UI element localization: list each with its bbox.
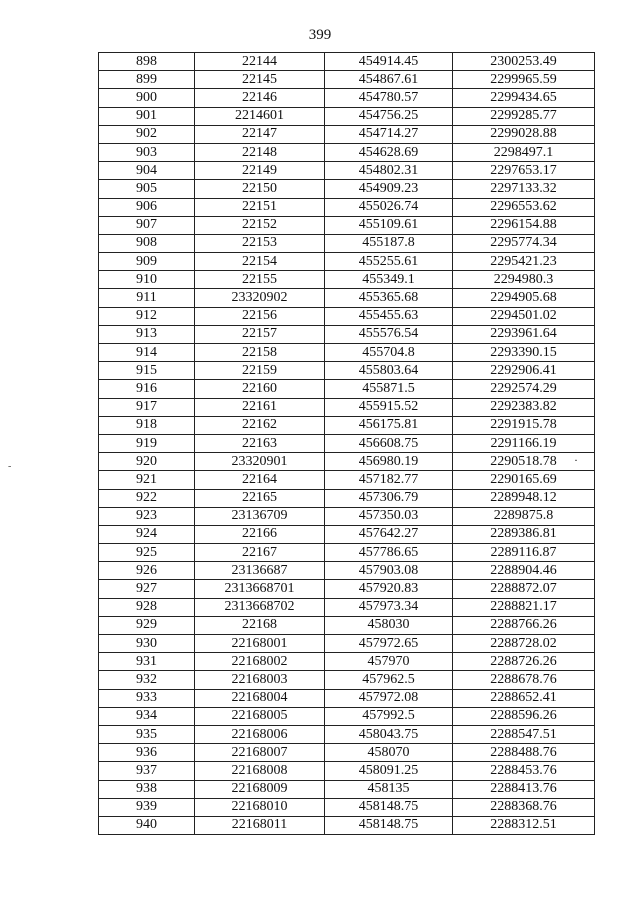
table-row — [99, 489, 595, 507]
point-number-cell: 901 — [99, 107, 195, 125]
x-coordinate-cell: 458135 — [325, 780, 453, 798]
point-code-cell: 22151 — [195, 198, 325, 216]
x-coordinate-cell: 455871.5 — [325, 380, 453, 398]
x-coordinate-cell: 455187.8 — [325, 234, 453, 252]
point-number-cell: 899 — [99, 71, 195, 89]
point-number-cell: 923 — [99, 507, 195, 525]
y-coordinate-cell: 2291915.78 — [453, 416, 595, 434]
y-coordinate-cell: 2288872.07 — [453, 580, 595, 598]
point-code-cell: 22162 — [195, 416, 325, 434]
x-coordinate-cell: 457972.08 — [325, 689, 453, 707]
coordinates-table — [98, 52, 595, 835]
point-code-cell: 22154 — [195, 253, 325, 271]
y-coordinate-cell: 2295421.23 — [453, 253, 595, 271]
table-row — [99, 107, 595, 125]
table-row — [99, 325, 595, 343]
x-coordinate-cell: 457903.08 — [325, 562, 453, 580]
point-code-cell: 22146 — [195, 89, 325, 107]
point-code-cell: 22158 — [195, 344, 325, 362]
x-coordinate-cell: 455109.61 — [325, 216, 453, 234]
y-coordinate-cell: 2289948.12 — [453, 489, 595, 507]
y-coordinate-cell: 2297653.17 — [453, 162, 595, 180]
table-row — [99, 562, 595, 580]
x-coordinate-cell: 458091.25 — [325, 762, 453, 780]
point-code-cell: 22168001 — [195, 635, 325, 653]
point-number-cell: 930 — [99, 635, 195, 653]
point-number-cell: 928 — [99, 598, 195, 616]
y-coordinate-cell: 2288678.76 — [453, 671, 595, 689]
table-row — [99, 816, 595, 834]
point-number-cell: 915 — [99, 362, 195, 380]
point-code-cell: 22161 — [195, 398, 325, 416]
x-coordinate-cell: 455576.54 — [325, 325, 453, 343]
point-number-cell: 924 — [99, 525, 195, 543]
point-number-cell: 926 — [99, 562, 195, 580]
y-coordinate-cell: 2288726.26 — [453, 653, 595, 671]
point-code-cell: 22168002 — [195, 653, 325, 671]
point-number-cell: 925 — [99, 544, 195, 562]
x-coordinate-cell: 455915.52 — [325, 398, 453, 416]
y-coordinate-cell: 2288652.41 — [453, 689, 595, 707]
point-code-cell: 22168010 — [195, 798, 325, 816]
y-coordinate-cell: 2290518.78 — [453, 453, 595, 471]
y-coordinate-cell: 2288453.76 — [453, 762, 595, 780]
edge-dash-mark: - — [8, 461, 12, 472]
point-number-cell: 917 — [99, 398, 195, 416]
x-coordinate-cell: 457642.27 — [325, 525, 453, 543]
point-number-cell: 906 — [99, 198, 195, 216]
x-coordinate-cell: 457920.83 — [325, 580, 453, 598]
table-row — [99, 471, 595, 489]
point-code-cell: 22157 — [195, 325, 325, 343]
y-coordinate-cell: 2296553.62 — [453, 198, 595, 216]
table-row — [99, 234, 595, 252]
x-coordinate-cell: 455704.8 — [325, 344, 453, 362]
point-code-cell: 2313668701 — [195, 580, 325, 598]
y-coordinate-cell: 2288596.26 — [453, 707, 595, 725]
x-coordinate-cell: 457182.77 — [325, 471, 453, 489]
point-code-cell: 22166 — [195, 525, 325, 543]
point-code-cell: 23136687 — [195, 562, 325, 580]
y-coordinate-cell: 2296154.88 — [453, 216, 595, 234]
point-code-cell: 22160 — [195, 380, 325, 398]
y-coordinate-cell: 2292906.41 — [453, 362, 595, 380]
point-code-cell: 22168008 — [195, 762, 325, 780]
point-number-cell: 908 — [99, 234, 195, 252]
table-row — [99, 635, 595, 653]
point-code-cell: 23136709 — [195, 507, 325, 525]
table-row — [99, 362, 595, 380]
table-row — [99, 89, 595, 107]
x-coordinate-cell: 457306.79 — [325, 489, 453, 507]
table-row — [99, 525, 595, 543]
y-coordinate-cell: 2293961.64 — [453, 325, 595, 343]
point-number-cell: 933 — [99, 689, 195, 707]
point-number-cell: 905 — [99, 180, 195, 198]
page-number: 399 — [308, 27, 332, 43]
point-code-cell: 22156 — [195, 307, 325, 325]
x-coordinate-cell: 454867.61 — [325, 71, 453, 89]
y-coordinate-cell: 2293390.15 — [453, 344, 595, 362]
table-row — [99, 125, 595, 143]
point-number-cell: 914 — [99, 344, 195, 362]
point-code-cell: 22168003 — [195, 671, 325, 689]
table-row — [99, 762, 595, 780]
x-coordinate-cell: 455349.1 — [325, 271, 453, 289]
y-coordinate-cell: 2299434.65 — [453, 89, 595, 107]
point-code-cell: 2214601 — [195, 107, 325, 125]
y-coordinate-cell: 2299285.77 — [453, 107, 595, 125]
point-code-cell: 22168009 — [195, 780, 325, 798]
y-coordinate-cell: 2288728.02 — [453, 635, 595, 653]
x-coordinate-cell: 456175.81 — [325, 416, 453, 434]
point-code-cell: 22168007 — [195, 744, 325, 762]
y-coordinate-cell: 2289116.87 — [453, 544, 595, 562]
point-number-cell: 916 — [99, 380, 195, 398]
point-number-cell: 940 — [99, 816, 195, 834]
point-number-cell: 907 — [99, 216, 195, 234]
x-coordinate-cell: 454780.57 — [325, 89, 453, 107]
y-coordinate-cell: 2288821.17 — [453, 598, 595, 616]
point-code-cell: 22168005 — [195, 707, 325, 725]
point-number-cell: 919 — [99, 434, 195, 452]
table-row — [99, 143, 595, 161]
table-row — [99, 616, 595, 634]
table-row — [99, 180, 595, 198]
y-coordinate-cell: 2294501.02 — [453, 307, 595, 325]
table-row — [99, 725, 595, 743]
table-row — [99, 598, 595, 616]
x-coordinate-cell: 454802.31 — [325, 162, 453, 180]
x-coordinate-cell: 456980.19 — [325, 453, 453, 471]
x-coordinate-cell: 457973.34 — [325, 598, 453, 616]
point-number-cell: 921 — [99, 471, 195, 489]
x-coordinate-cell: 458043.75 — [325, 725, 453, 743]
point-code-cell: 2313668702 — [195, 598, 325, 616]
point-number-cell: 939 — [99, 798, 195, 816]
table-row — [99, 434, 595, 452]
point-number-cell: 934 — [99, 707, 195, 725]
table-row — [99, 307, 595, 325]
y-coordinate-cell: 2298497.1 — [453, 143, 595, 161]
point-code-cell: 22164 — [195, 471, 325, 489]
x-coordinate-cell: 457962.5 — [325, 671, 453, 689]
point-number-cell: 903 — [99, 143, 195, 161]
y-coordinate-cell: 2292383.82 — [453, 398, 595, 416]
x-coordinate-cell: 457350.03 — [325, 507, 453, 525]
y-coordinate-cell: 2300253.49 — [453, 53, 595, 71]
table-row — [99, 744, 595, 762]
point-code-cell: 22168011 — [195, 816, 325, 834]
table-row — [99, 671, 595, 689]
point-code-cell: 22165 — [195, 489, 325, 507]
point-code-cell: 22168 — [195, 616, 325, 634]
y-coordinate-cell: 2291166.19 — [453, 434, 595, 452]
y-coordinate-cell: 2288488.76 — [453, 744, 595, 762]
y-coordinate-cell: 2288368.76 — [453, 798, 595, 816]
table-row — [99, 198, 595, 216]
x-coordinate-cell: 454914.45 — [325, 53, 453, 71]
y-coordinate-cell: 2294980.3 — [453, 271, 595, 289]
x-coordinate-cell: 454756.25 — [325, 107, 453, 125]
point-number-cell: 935 — [99, 725, 195, 743]
table-row — [99, 580, 595, 598]
point-number-cell: 931 — [99, 653, 195, 671]
table-row — [99, 289, 595, 307]
y-coordinate-cell: 2297133.32 — [453, 180, 595, 198]
table-row — [99, 653, 595, 671]
y-coordinate-cell: 2290165.69 — [453, 471, 595, 489]
y-coordinate-cell: 2288413.76 — [453, 780, 595, 798]
x-coordinate-cell: 458070 — [325, 744, 453, 762]
y-coordinate-cell: 2299965.59 — [453, 71, 595, 89]
x-coordinate-cell: 455026.74 — [325, 198, 453, 216]
x-coordinate-cell: 457992.5 — [325, 707, 453, 725]
point-code-cell: 22149 — [195, 162, 325, 180]
point-code-cell: 22150 — [195, 180, 325, 198]
point-code-cell: 22152 — [195, 216, 325, 234]
point-code-cell: 22168004 — [195, 689, 325, 707]
point-number-cell: 913 — [99, 325, 195, 343]
point-number-cell: 912 — [99, 307, 195, 325]
point-code-cell: 22163 — [195, 434, 325, 452]
table-row — [99, 71, 595, 89]
x-coordinate-cell: 458148.75 — [325, 798, 453, 816]
point-code-cell: 23320902 — [195, 289, 325, 307]
table-row — [99, 453, 595, 471]
x-coordinate-cell: 455455.63 — [325, 307, 453, 325]
point-code-cell: 22159 — [195, 362, 325, 380]
y-coordinate-cell: 2292574.29 — [453, 380, 595, 398]
margin-dot-mark: · — [574, 453, 578, 467]
table-row — [99, 416, 595, 434]
point-number-cell: 911 — [99, 289, 195, 307]
point-code-cell: 22167 — [195, 544, 325, 562]
point-code-cell: 22145 — [195, 71, 325, 89]
point-number-cell: 936 — [99, 744, 195, 762]
table-row — [99, 344, 595, 362]
y-coordinate-cell: 2289875.8 — [453, 507, 595, 525]
point-code-cell: 22144 — [195, 53, 325, 71]
point-number-cell: 920 — [99, 453, 195, 471]
x-coordinate-cell: 457786.65 — [325, 544, 453, 562]
x-coordinate-cell: 454628.69 — [325, 143, 453, 161]
x-coordinate-cell: 455365.68 — [325, 289, 453, 307]
x-coordinate-cell: 454909.23 — [325, 180, 453, 198]
point-code-cell: 22168006 — [195, 725, 325, 743]
table-body — [99, 53, 595, 835]
point-number-cell: 898 — [99, 53, 195, 71]
x-coordinate-cell: 455803.64 — [325, 362, 453, 380]
y-coordinate-cell: 2289386.81 — [453, 525, 595, 543]
y-coordinate-cell: 2299028.88 — [453, 125, 595, 143]
point-code-cell: 23320901 — [195, 453, 325, 471]
x-coordinate-cell: 455255.61 — [325, 253, 453, 271]
point-number-cell: 909 — [99, 253, 195, 271]
y-coordinate-cell: 2288547.51 — [453, 725, 595, 743]
table-row — [99, 271, 595, 289]
table-row — [99, 253, 595, 271]
y-coordinate-cell: 2288312.51 — [453, 816, 595, 834]
point-code-cell: 22147 — [195, 125, 325, 143]
point-number-cell: 922 — [99, 489, 195, 507]
point-code-cell: 22153 — [195, 234, 325, 252]
table-row — [99, 507, 595, 525]
x-coordinate-cell: 458030 — [325, 616, 453, 634]
table-row — [99, 689, 595, 707]
table-row — [99, 53, 595, 71]
x-coordinate-cell: 456608.75 — [325, 434, 453, 452]
point-number-cell: 937 — [99, 762, 195, 780]
table-row — [99, 544, 595, 562]
point-code-cell: 22155 — [195, 271, 325, 289]
x-coordinate-cell: 457972.65 — [325, 635, 453, 653]
table-row — [99, 707, 595, 725]
table-row — [99, 798, 595, 816]
point-number-cell: 927 — [99, 580, 195, 598]
point-number-cell: 900 — [99, 89, 195, 107]
table-row — [99, 380, 595, 398]
point-number-cell: 902 — [99, 125, 195, 143]
x-coordinate-cell: 454714.27 — [325, 125, 453, 143]
point-number-cell: 910 — [99, 271, 195, 289]
point-number-cell: 904 — [99, 162, 195, 180]
point-number-cell: 932 — [99, 671, 195, 689]
point-number-cell: 938 — [99, 780, 195, 798]
y-coordinate-cell: 2288904.46 — [453, 562, 595, 580]
table-row — [99, 162, 595, 180]
point-number-cell: 929 — [99, 616, 195, 634]
x-coordinate-cell: 457970 — [325, 653, 453, 671]
point-code-cell: 22148 — [195, 143, 325, 161]
y-coordinate-cell: 2294905.68 — [453, 289, 595, 307]
table-row — [99, 398, 595, 416]
y-coordinate-cell: 2288766.26 — [453, 616, 595, 634]
y-coordinate-cell: 2295774.34 — [453, 234, 595, 252]
x-coordinate-cell: 458148.75 — [325, 816, 453, 834]
table-row — [99, 216, 595, 234]
table-row — [99, 780, 595, 798]
point-number-cell: 918 — [99, 416, 195, 434]
